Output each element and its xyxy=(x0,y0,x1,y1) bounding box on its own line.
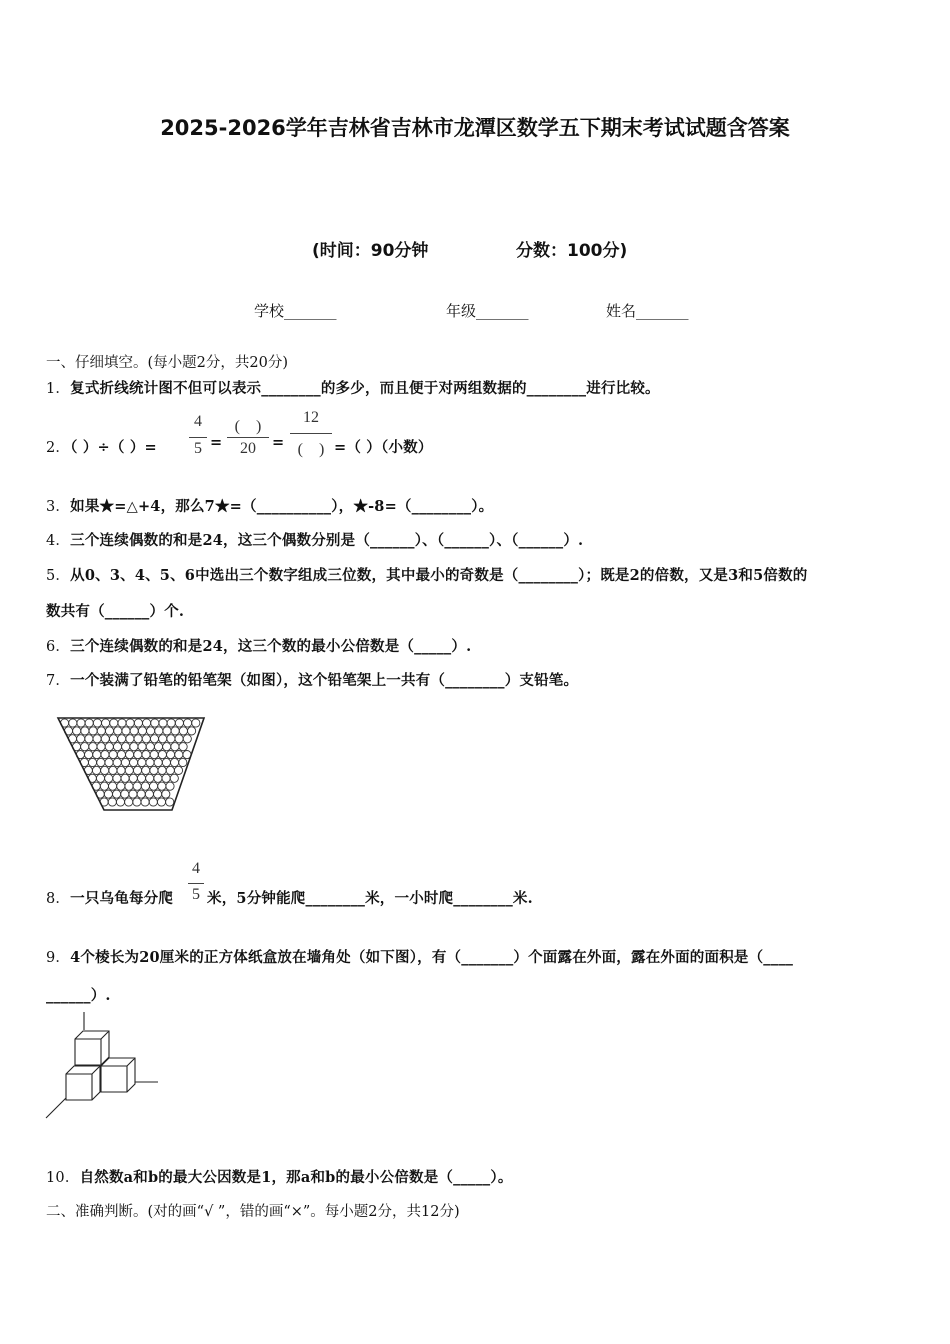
pencil-end xyxy=(85,735,93,743)
pencil-end xyxy=(113,758,121,766)
pencil-end xyxy=(122,727,130,735)
equals-sign: = xyxy=(210,434,223,451)
pencil-end xyxy=(154,743,162,751)
pencil-end xyxy=(89,727,97,735)
pencil-end xyxy=(133,798,141,806)
pencil-end xyxy=(125,766,133,774)
pencil-end xyxy=(130,743,138,751)
pencil-end xyxy=(105,774,113,782)
pencil-end xyxy=(121,758,129,766)
exam-time: (时间：90分钟 xyxy=(312,241,429,261)
section-2-heading: 二、准确判断。(对的画“√ ”，错的画“×”。每小题2分，共12分) xyxy=(46,1204,460,1220)
question-8-tail: 米，5分钟能爬________米，一小时爬________米. xyxy=(207,890,533,907)
pencil-end xyxy=(175,751,183,759)
question-10 xyxy=(46,1166,513,1187)
pencil-end xyxy=(184,719,192,727)
question-text: 自然数a和b的最大公因数是1，那a和b的最小公倍数是（_____）。 xyxy=(79,1169,513,1186)
pencil-end xyxy=(171,743,179,751)
fraction-denominator: 5 xyxy=(194,440,202,457)
pencil-end xyxy=(143,719,151,727)
pencil-end xyxy=(89,743,97,751)
pencil-end xyxy=(150,735,158,743)
question-text: 一只乌龟每分爬 xyxy=(70,890,174,907)
pencil-end xyxy=(175,719,183,727)
pencil-end xyxy=(129,774,137,782)
cubes-in-corner-figure xyxy=(44,1010,164,1122)
question-7 xyxy=(46,669,578,690)
pencil-end xyxy=(174,766,182,774)
pencil-end xyxy=(114,727,122,735)
pencil-holder-figure xyxy=(50,712,215,817)
pencil-end xyxy=(126,735,134,743)
question-2-tail: =（ ）（小数） xyxy=(334,439,433,456)
fraction-numerator: ( ) xyxy=(234,418,262,435)
question-number: 8． xyxy=(46,891,71,907)
pencil-end xyxy=(138,743,146,751)
school-field: 学校_______ xyxy=(254,302,337,320)
pencil-end xyxy=(159,719,167,727)
question-number: 10． xyxy=(46,1170,80,1186)
question-text: 4个棱长为20厘米的正方体纸盒放在墙角处（如下图），有（_______）个面露在外面，露在外面的面积是（____ xyxy=(70,949,794,966)
pencil-end xyxy=(142,735,150,743)
question-text: 从0、3、4、5、6中选出三个数字组成三位数，其中最小的奇数是（________）；既是2的倍数，又是3和5倍数的 xyxy=(70,567,808,584)
pencil-end xyxy=(170,774,178,782)
page-title: 2025-2026学年吉林省吉林市龙潭区数学五下期末考试试题含答案 xyxy=(160,116,790,140)
pencil-end xyxy=(105,743,113,751)
pencil-end xyxy=(133,782,141,790)
fraction-denominator: 20 xyxy=(240,440,256,457)
pencil-end xyxy=(155,727,163,735)
pencil-end xyxy=(146,758,154,766)
pencil-end xyxy=(162,790,170,798)
question-6 xyxy=(46,635,471,656)
pencil-end xyxy=(163,727,171,735)
pencil-end xyxy=(175,735,183,743)
pencil-end xyxy=(171,758,179,766)
pencil-end xyxy=(192,719,200,727)
pencil-end xyxy=(134,735,142,743)
pencil-end xyxy=(138,758,146,766)
fraction-4-5 xyxy=(188,860,204,906)
pencil-end xyxy=(100,782,108,790)
fraction-blank-20 xyxy=(227,413,269,461)
pencil-end xyxy=(188,727,196,735)
pencil-end xyxy=(102,719,110,727)
pencil-end xyxy=(117,782,125,790)
pencil-end xyxy=(154,758,162,766)
pencil-end xyxy=(134,719,142,727)
pencil-end xyxy=(93,719,101,727)
pencil-end xyxy=(117,751,125,759)
pencil-end xyxy=(162,774,170,782)
pencil-end xyxy=(137,774,145,782)
pencil-end xyxy=(146,743,154,751)
name-field: 姓名_______ xyxy=(606,302,689,320)
exam-score: 分数：100分) xyxy=(516,241,628,261)
pencil-end xyxy=(179,743,187,751)
question-5-line-2: 数共有（______）个. xyxy=(46,603,185,620)
pencil-end xyxy=(113,774,121,782)
pencil-end xyxy=(157,798,165,806)
pencil-end xyxy=(166,798,174,806)
pencil-end xyxy=(162,758,170,766)
pencil-end xyxy=(105,727,113,735)
pencil-end xyxy=(147,727,155,735)
pencil-end xyxy=(97,743,105,751)
pencil-end xyxy=(85,751,93,759)
pencil-end xyxy=(101,751,109,759)
fraction-bar xyxy=(227,437,269,438)
question-text: 复式折线统计图不但可以表示________的多少，而且便于对两组数据的________进行比较。 xyxy=(70,380,660,397)
pencil-end xyxy=(133,766,141,774)
question-1 xyxy=(46,377,660,398)
pencil-end xyxy=(109,751,117,759)
grade-field: 年级_______ xyxy=(446,302,529,320)
pencil-end xyxy=(121,774,129,782)
pencil-end xyxy=(108,798,116,806)
pencil-end xyxy=(88,758,96,766)
pencil-end xyxy=(129,790,137,798)
pencil-end xyxy=(101,735,109,743)
pencil-end xyxy=(73,727,81,735)
pencil-end xyxy=(146,774,154,782)
question-text: 一个装满了铅笔的铅笔架（如图），这个铅笔架上一共有（________）支铅笔。 xyxy=(70,672,579,689)
pencil-end xyxy=(141,782,149,790)
question-4 xyxy=(46,529,583,550)
pencil-end xyxy=(118,735,126,743)
fraction-numerator: 12 xyxy=(303,409,319,426)
fraction-bar xyxy=(189,437,207,438)
question-text: 三个连续偶数的和是24，这三个数的最小公倍数是（_____）. xyxy=(70,638,472,655)
pencil-end xyxy=(116,798,124,806)
pencil-end xyxy=(97,727,105,735)
pencil-end xyxy=(125,798,133,806)
pencil-end xyxy=(145,790,153,798)
pencil-end xyxy=(77,735,85,743)
pencil-end xyxy=(166,766,174,774)
pencil-end xyxy=(154,774,162,782)
question-9-line-2: ______）. xyxy=(46,987,111,1004)
question-number: 9． xyxy=(46,950,71,966)
pencil-end xyxy=(134,751,142,759)
pencil-end xyxy=(109,782,117,790)
question-2 xyxy=(46,436,157,457)
pencil-end xyxy=(109,766,117,774)
fraction-numerator: 4 xyxy=(194,413,202,430)
question-text: 如果★=△+4，那么7★=（__________），★-8=（________）。 xyxy=(70,498,494,515)
question-number: 7． xyxy=(46,673,71,689)
question-text: 三个连续偶数的和是24，这三个偶数分别是（______）、（______）、（______）. xyxy=(70,532,584,549)
fraction-4-5 xyxy=(189,413,207,461)
question-number: 4． xyxy=(46,533,71,549)
pencil-end xyxy=(167,719,175,727)
pencil-end xyxy=(141,798,149,806)
fraction-numerator: 4 xyxy=(192,860,200,877)
pencil-end xyxy=(150,751,158,759)
pencil-end xyxy=(166,782,174,790)
pencil-end xyxy=(150,766,158,774)
question-number: 1． xyxy=(46,381,71,397)
pencil-end xyxy=(81,743,89,751)
pencil-end xyxy=(92,766,100,774)
pencil-end xyxy=(69,719,77,727)
pencil-end xyxy=(183,735,191,743)
pencil-end xyxy=(179,727,187,735)
pencil-end xyxy=(85,719,93,727)
fraction-bar xyxy=(290,433,332,434)
fraction-denominator: ( ) xyxy=(297,441,325,458)
pencil-end xyxy=(154,790,162,798)
fraction-denominator: 5 xyxy=(192,886,200,903)
pencil-end xyxy=(171,727,179,735)
question-number: 6． xyxy=(46,639,71,655)
question-8 xyxy=(46,887,173,908)
pencil-end xyxy=(121,790,129,798)
pencil-end xyxy=(150,782,158,790)
question-9 xyxy=(46,946,793,967)
pencil-end xyxy=(105,758,113,766)
pencil-end xyxy=(122,743,130,751)
pencil-end xyxy=(109,735,117,743)
pencil-end xyxy=(149,798,157,806)
pencil-end xyxy=(179,758,187,766)
pencil-end xyxy=(130,758,138,766)
pencil-end xyxy=(159,735,167,743)
pencil-end xyxy=(126,719,134,727)
pencil-end xyxy=(137,790,145,798)
pencil-end xyxy=(142,766,150,774)
pencil-end xyxy=(158,766,166,774)
pencil-end xyxy=(77,719,85,727)
pencil-end xyxy=(158,782,166,790)
equals-sign: = xyxy=(272,434,285,451)
pencil-end xyxy=(93,751,101,759)
pencil-end xyxy=(163,743,171,751)
pencil-end xyxy=(104,790,112,798)
pencil-end xyxy=(158,751,166,759)
pencil-end xyxy=(117,766,125,774)
pencil-end xyxy=(113,743,121,751)
pencil-end xyxy=(151,719,159,727)
pencil-end xyxy=(96,774,104,782)
section-1-heading: 一、仔细填空。(每小题2分，共20分) xyxy=(46,355,288,371)
question-5 xyxy=(46,564,808,585)
pencil-end xyxy=(167,735,175,743)
pencil-end xyxy=(113,790,121,798)
fraction-bar xyxy=(188,883,204,884)
pencil-end xyxy=(126,751,134,759)
pencil-end xyxy=(167,751,175,759)
question-number: 2． xyxy=(46,440,71,456)
pencil-end xyxy=(125,782,133,790)
pencil-end xyxy=(110,719,118,727)
fraction-12-blank xyxy=(290,409,332,457)
question-number: 5． xyxy=(46,568,71,584)
pencil-end xyxy=(101,766,109,774)
pencil-end xyxy=(81,727,89,735)
pencil-end xyxy=(138,727,146,735)
pencil-end xyxy=(130,727,138,735)
question-number: 3． xyxy=(46,499,71,515)
pencil-end xyxy=(118,719,126,727)
pencil-end xyxy=(93,735,101,743)
question-text: （ ）÷（ ）= xyxy=(70,439,157,456)
pencil-end xyxy=(97,758,105,766)
question-3 xyxy=(46,495,493,516)
pencil-end xyxy=(142,751,150,759)
